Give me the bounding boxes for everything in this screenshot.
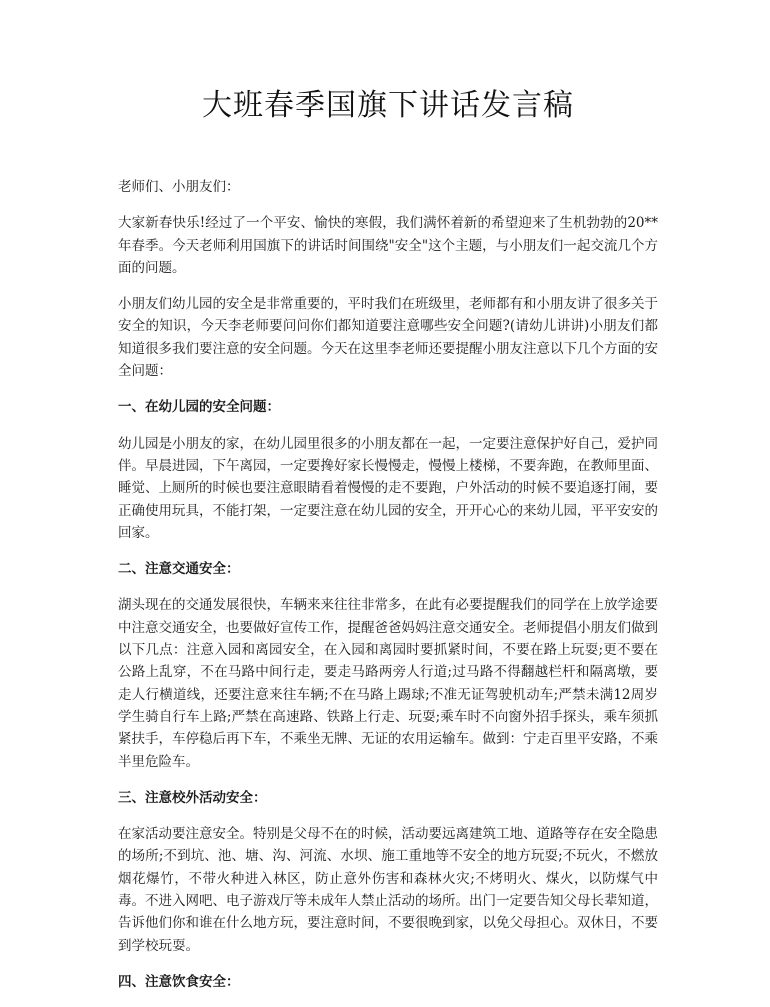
section-heading-3: 三、注意校外活动安全： bbox=[118, 789, 267, 806]
document-body bbox=[118, 176, 658, 1007]
section-text-1: 幼儿园是小朋友的家，在幼儿园里很多的小朋友都在一起，一定要注意保护好自己，爱护同伴。早晨进园，下午离园，一定要搀好家长慢慢走，慢慢上楼梯，不要奔跑，在教师里面、睡觉、上厕所的时候也要注意眼睛看着慢慢的走不要跑，户外活动的时候不要追逐打闹，要正确使用玩具，不能打架，一定要注意在幼儿园的安全，开开心心的来幼儿园，平平安安的回家。 bbox=[118, 435, 658, 541]
intro-paragraph-2: 小朋友们幼儿园的安全是非常重要的，平时我们在班级里，老师都有和小朋友讲了很多关于安全的知识，今天李老师要问问你们都知道要注意哪些安全问题?(请幼儿讲讲)小朋友们都知道很多我们要注意的安全问题。今天在这里李老师还要提醒小朋友注意以下几个方面的安全问题： bbox=[118, 296, 658, 380]
section-heading-4: 四、注意饮食安全： bbox=[118, 973, 240, 990]
intro-paragraph-1: 大家新春快乐!经过了一个平安、愉快的寒假，我们满怀着新的希望迎来了生机勃勃的20**年春季。今天老师利用国旗下的讲话时间围绕"安全"这个主题，与小朋友们一起交流几个方面的问题。 bbox=[118, 215, 658, 276]
section-text-3: 在家活动要注意安全。特别是父母不在的时候，活动要远离建筑工地、道路等存在安全隐患的场所;不到坑、池、塘、沟、河流、水坝、施工重地等不安全的地方玩耍;不玩火，不燃放烟花爆竹，不带火种进入林区，防止意外伤害和森林火灾;不烤明火、煤火，以防煤气中毒。不进入网吧、电子游戏厅等未成年人禁止活动的场所。出门一定要告知父母长辈知道，告诉他们你和谁在什么地方玩，要注意时间，不要很晚到家，以免父母担心。双休日，不要到学校玩耍。 bbox=[118, 826, 658, 954]
section-heading-1: 一、在幼儿园的安全问题： bbox=[118, 399, 280, 416]
section-text-2: 湖头现在的交通发展很快，车辆来来往往非常多，在此有必要提醒我们的同学在上放学途要中注意交通安全，也要做好宣传工作，提醒爸爸妈妈注意交通安全。老师提倡小朋友们做到以下几点：注意入园和离园安全，在入园和离园时要抓紧时间，不要在路上玩耍;更不要在公路上乱穿，不在马路中间行走，要走马路两旁人行道;过马路不得翻越栏杆和隔离墩，要走人行横道线，还要注意来往车辆;不在马路上踢球;不准无证驾驶机动车;严禁未满12周岁学生骑自行车上路;严禁在高速路、铁路上行走、玩耍;乘车时不向窗外招手探头，乘车须抓紧扶手，车停稳后再下车，不乘坐无牌、无证的农用运输车。做到：宁走百里平安路，不乘半里危险车。 bbox=[118, 597, 658, 770]
document-title: 大班春季国旗下讲话发言稿 bbox=[202, 88, 574, 123]
section-heading-2: 二、注意交通安全： bbox=[118, 561, 240, 578]
greeting: 老师们、小朋友们： bbox=[118, 179, 240, 195]
